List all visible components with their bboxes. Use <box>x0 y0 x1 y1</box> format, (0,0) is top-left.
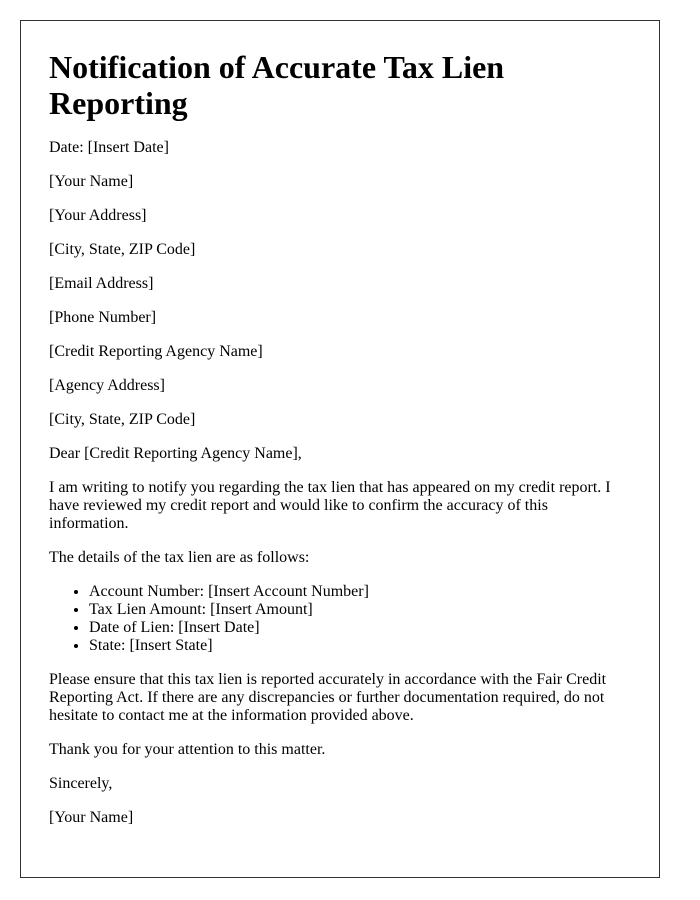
sender-city-state-zip: [City, State, ZIP Code] <box>49 241 196 258</box>
sender-name: [Your Name] <box>49 173 134 190</box>
letter-page <box>20 20 660 878</box>
sender-address: [Your Address] <box>49 207 147 224</box>
list-item: • Tax Lien Amount: [Insert Amount] <box>89 601 631 619</box>
date-line: Date: [Insert Date] <box>49 139 169 156</box>
intro-paragraph: I am writing to notify you regarding the tax lien that has appeared on my credit report. I have reviewed my credit report and would like to confirm the accuracy of this information. <box>49 479 611 532</box>
list-item: • Account Number: [Insert Account Number] <box>89 583 631 601</box>
list-item: • Date of Lien: [Insert Date] <box>89 619 631 637</box>
list-item: • State: [Insert State] <box>89 637 631 655</box>
request-paragraph: Please ensure that this tax lien is reported accurately in accordance with the Fair Credit Reporting Act. If there are any discrepancies or further documentation required, do not hesitate to contact me at the information provided above. <box>49 671 607 724</box>
details-intro: The details of the tax lien are as follows: <box>49 549 310 566</box>
closing: Sincerely, <box>49 775 113 792</box>
recipient-agency-address: [Agency Address] <box>49 377 165 394</box>
salutation: Dear [Credit Reporting Agency Name], <box>49 445 302 462</box>
lien-details-list <box>49 583 631 655</box>
recipient-agency-name: [Credit Reporting Agency Name] <box>49 343 263 360</box>
sender-email: [Email Address] <box>49 275 154 292</box>
recipient-city-state-zip: [City, State, ZIP Code] <box>49 411 196 428</box>
signature-name: [Your Name] <box>49 809 134 826</box>
thanks-line: Thank you for your attention to this matter. <box>49 741 326 758</box>
letter-title: Notification of Accurate Tax Lien Reporting <box>49 49 505 121</box>
sender-phone: [Phone Number] <box>49 309 157 326</box>
